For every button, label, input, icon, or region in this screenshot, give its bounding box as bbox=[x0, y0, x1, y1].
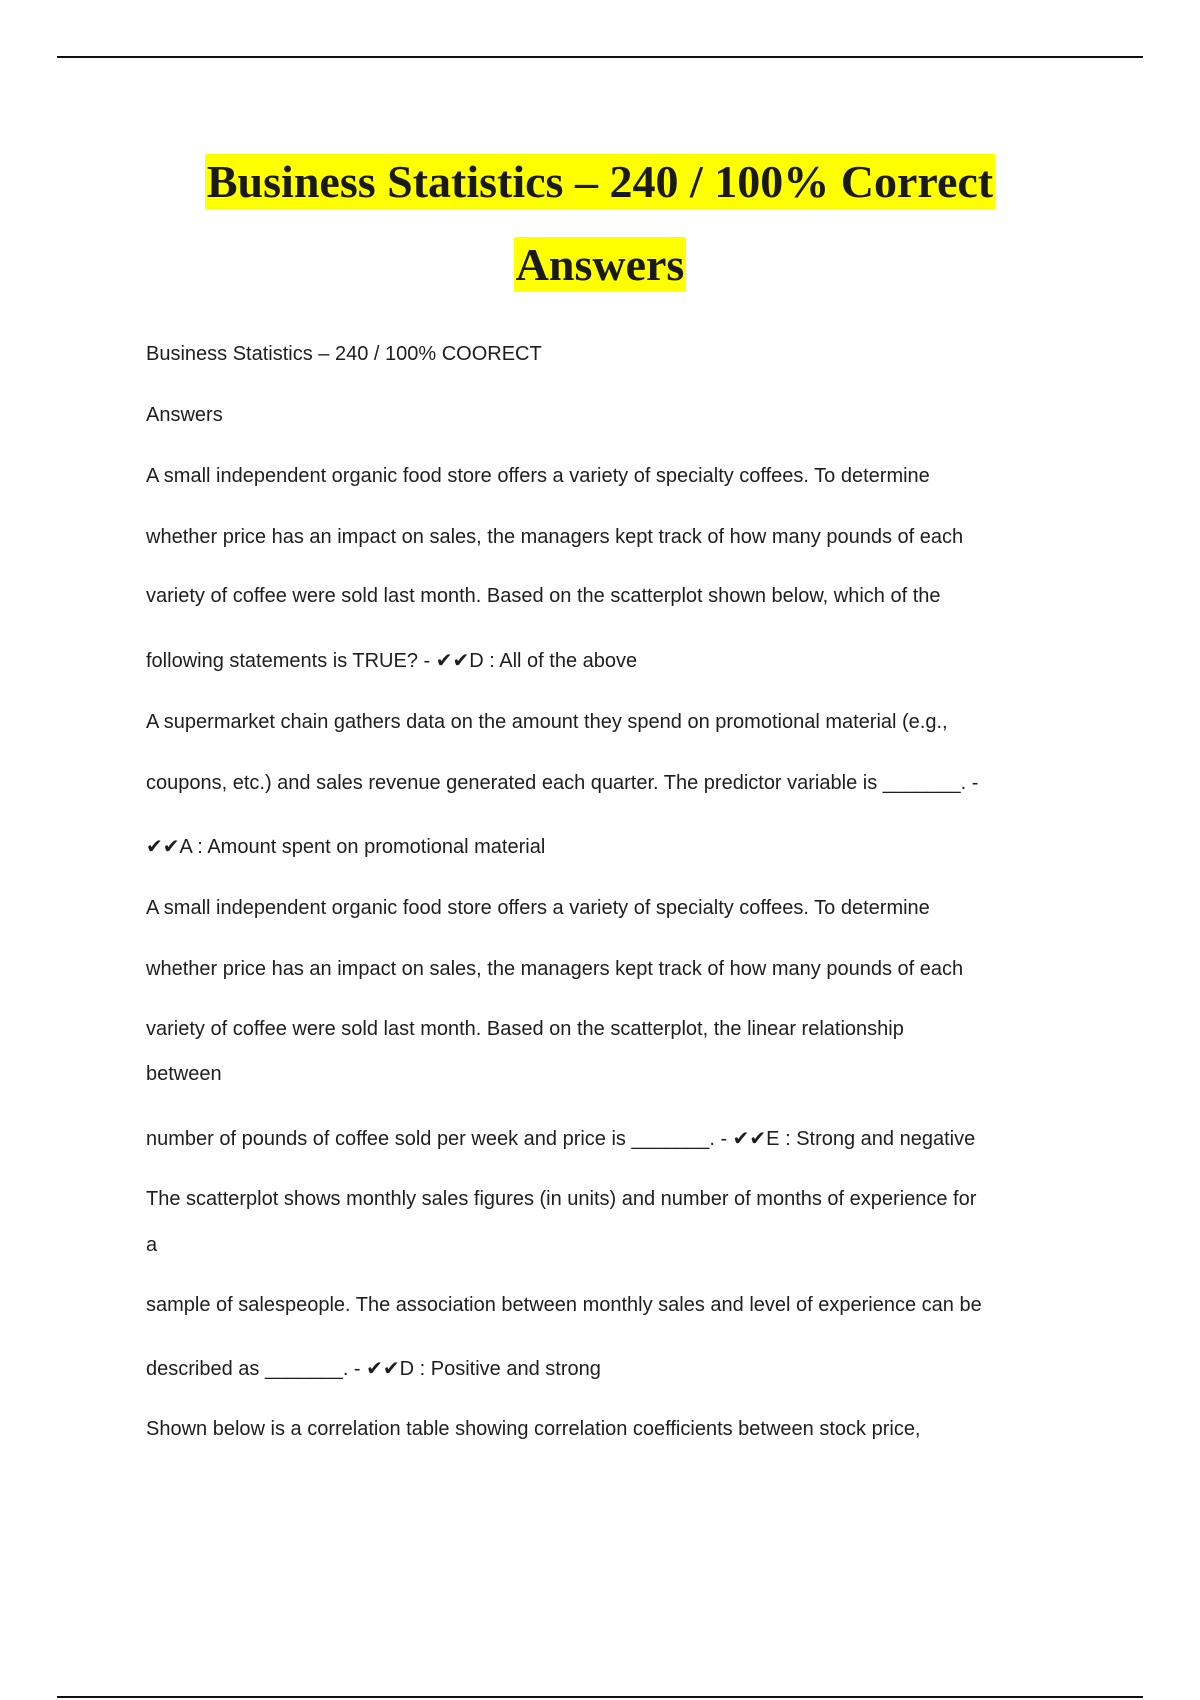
text-line: whether price has an impact on sales, the managers kept track of how many pounds of each bbox=[146, 526, 964, 548]
text-line: number of pounds of coffee sold per week and price is _______. - ✔✔E : Strong and negative bbox=[146, 1128, 976, 1150]
text-line: described as _______. - ✔✔D : Positive and strong bbox=[146, 1358, 601, 1380]
text-line: sample of salespeople. The association between monthly sales and level of experience can be bbox=[146, 1294, 982, 1316]
text-line: a bbox=[146, 1234, 158, 1256]
text-line: Answers bbox=[146, 404, 223, 426]
text-line: variety of coffee were sold last month. Based on the scatterplot shown below, which of the bbox=[146, 585, 941, 607]
text-line: The scatterplot shows monthly sales figures (in units) and number of months of experience for bbox=[146, 1188, 977, 1210]
text-line: Shown below is a correlation table showing correlation coefficients between stock price, bbox=[146, 1418, 921, 1440]
text-line: A small independent organic food store offers a variety of specialty coffees. To determine bbox=[146, 465, 930, 487]
text-line: A small independent organic food store offers a variety of specialty coffees. To determine bbox=[146, 897, 930, 919]
top-rule bbox=[57, 56, 1143, 58]
text-line: A supermarket chain gathers data on the amount they spend on promotional material (e.g., bbox=[146, 711, 948, 733]
title-line-1: Business Statistics – 240 / 100% Correct bbox=[206, 156, 994, 207]
text-line: whether price has an impact on sales, the managers kept track of how many pounds of each bbox=[146, 958, 964, 980]
text-line: variety of coffee were sold last month. Based on the scatterplot, the linear relationship bbox=[146, 1018, 904, 1040]
text-line: between bbox=[146, 1063, 222, 1085]
bottom-rule bbox=[57, 1696, 1143, 1698]
document-title bbox=[0, 140, 1200, 306]
text-line: coupons, etc.) and sales revenue generated each quarter. The predictor variable is _______. - bbox=[146, 772, 979, 794]
text-line: Business Statistics – 240 / 100% COORECT bbox=[146, 343, 542, 365]
title-line-2: Answers bbox=[515, 239, 685, 290]
text-line: ✔✔A : Amount spent on promotional material bbox=[146, 836, 546, 858]
text-line: following statements is TRUE? - ✔✔D : All of the above bbox=[146, 650, 638, 672]
